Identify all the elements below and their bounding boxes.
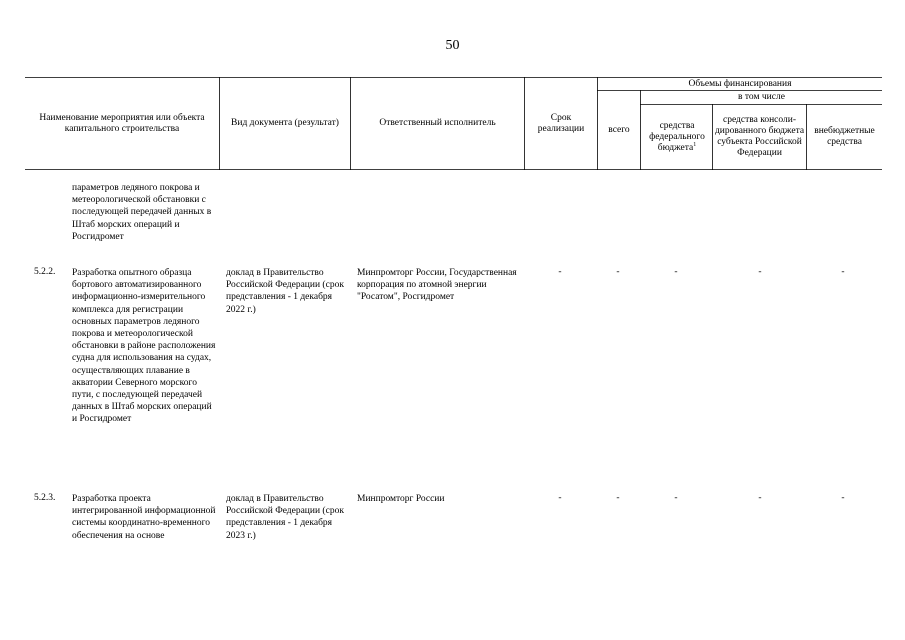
row-value-regional: -: [758, 267, 762, 277]
row-responsible: Минпромторг России: [357, 494, 445, 504]
row-document: доклад в Правительство Российской Федерации (срок представления - 1 декабря 2022 г.): [226, 268, 344, 315]
row-value-extra: -: [841, 493, 845, 503]
header-name: Наименование мероприятия или объекта капитального строительства: [39, 112, 205, 134]
footnote-marker: 1: [693, 141, 697, 148]
page-number: 50: [445, 38, 460, 53]
header-incl: в том числе: [738, 92, 785, 102]
row-number: 5.2.3.: [34, 493, 56, 503]
header-total: всего: [608, 124, 630, 135]
header-term: Срок реализации: [537, 112, 585, 134]
header-document: Вид документа (результат): [231, 118, 339, 128]
header-federal: средства федерального бюджета$^1$: [649, 120, 705, 153]
row-value-term: -: [558, 493, 562, 503]
row-document: доклад в Правительство Российской Федерации (срок представления - 1 декабря 2023 г.): [226, 494, 344, 541]
row-name: Разработка опытного образца бортового автоматизированного информационно-измерительного комплекса для регистрации основных параметров ледяного покрова и метеорологической обстановки в районе расположения судна для использования на судах, осуществляющих плавание в акватории Северного морского пути, с последующей передачей данных в Штаб морских операций и Росгидромет: [72, 268, 216, 425]
row-number: 5.2.2.: [34, 267, 56, 277]
row-continuation-name: параметров ледяного покрова и метеорологической обстановки с последующей передачей данных в Штаб морских операций и Росгидромет: [72, 183, 212, 242]
row-responsible: Минпромторг России, Государственная корпорация по атомной энергии "Росатом", Росгидромет: [357, 268, 517, 303]
row-value-total: -: [616, 267, 620, 277]
row-value-total: -: [616, 493, 620, 503]
row-value-federal: -: [674, 267, 678, 277]
header-financing: Объемы финансирования: [688, 78, 792, 89]
row-value-federal: -: [674, 493, 678, 503]
header-regional: средства консоли-дированного бюджета субъекта Российской Федерации: [714, 115, 805, 158]
header-responsible: Ответственный исполнитель: [379, 118, 496, 128]
row-value-extra: -: [841, 267, 845, 277]
row-value-term: -: [558, 267, 562, 277]
header-extra: внебюджетные средства: [814, 126, 875, 147]
row-value-regional: -: [758, 493, 762, 503]
row-name: Разработка проекта интегрированной информационной системы координатно-временного обеспечения на основе: [72, 494, 216, 541]
